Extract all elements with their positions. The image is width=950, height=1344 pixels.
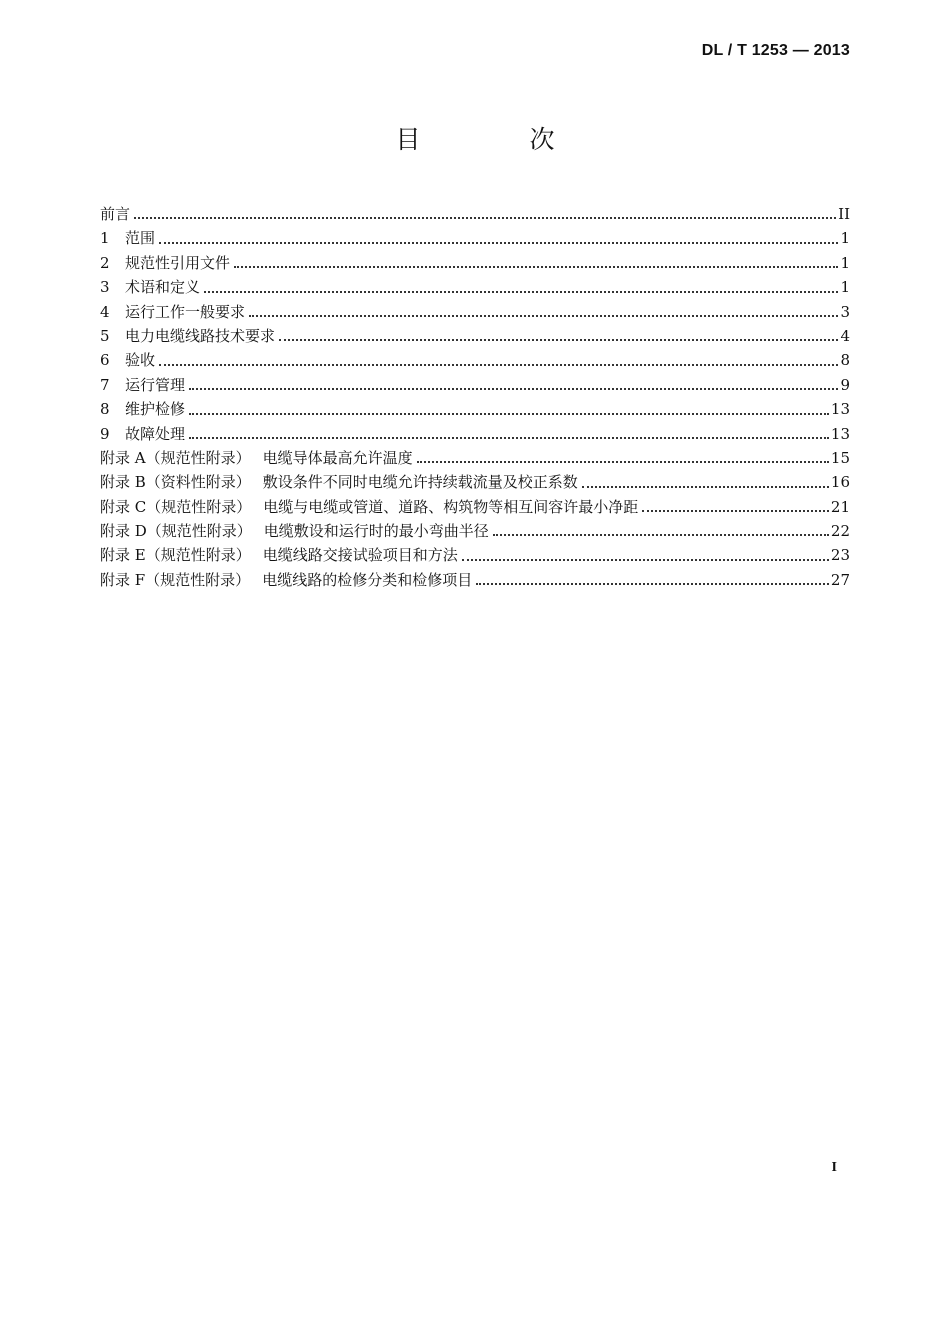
toc-entry-number: 9	[100, 424, 110, 443]
toc-dot-leader	[493, 533, 829, 536]
toc-dot-leader	[279, 338, 838, 341]
toc-entry-page: 9	[840, 375, 850, 394]
toc-entry-page: 13	[830, 424, 850, 443]
toc-entry-number: 6	[100, 351, 110, 370]
toc-entry[interactable]	[100, 519, 850, 543]
toc-entry-label: 运行工作一般要求	[125, 302, 246, 321]
toc-entry-subtitle: 敷设条件不同时电缆允许持续载流量及校正系数	[262, 473, 578, 492]
toc-entry-number: 7	[100, 375, 110, 394]
toc-dot-leader	[204, 290, 838, 293]
toc-dot-leader	[249, 314, 838, 317]
standard-code: DL / T 1253 — 2013	[701, 42, 850, 59]
toc-dot-leader	[582, 485, 829, 488]
toc-entry[interactable]	[100, 251, 850, 275]
toc-entry-label: 电力电缆线路技术要求	[125, 326, 276, 345]
toc-entry-number: 8	[100, 400, 110, 419]
toc-entry[interactable]	[100, 446, 850, 470]
toc-entry-page: 16	[830, 473, 850, 492]
toc-entry[interactable]	[100, 226, 850, 250]
toc-dot-leader	[417, 460, 829, 463]
toc-entry-page: 23	[830, 546, 850, 565]
page-number: I	[831, 1160, 837, 1175]
toc-entry[interactable]	[100, 543, 850, 567]
toc-entry-subtitle: 电缆线路的检修分类和检修项目	[262, 570, 473, 589]
toc-entry-label: 附录 C（规范性附录）	[100, 497, 252, 516]
toc-entry-number: 2	[100, 253, 110, 272]
toc-entry-number: 3	[100, 278, 110, 297]
toc-entry-label: 故障处理	[125, 424, 186, 443]
toc-dot-leader	[189, 387, 838, 390]
toc-entry[interactable]	[100, 397, 850, 421]
toc-entry-label: 验收	[125, 351, 156, 370]
toc-entry-page: 1	[840, 278, 850, 297]
toc-dot-leader	[462, 558, 829, 561]
toc-entry-page: 13	[830, 400, 850, 419]
toc-entry-label: 附录 E（规范性附录）	[100, 546, 251, 565]
toc-entry-label: 术语和定义	[125, 278, 201, 297]
toc-entry-label: 范围	[125, 229, 156, 248]
toc-entry-label: 附录 A（规范性附录）	[100, 448, 251, 467]
toc-entry-page: 1	[840, 253, 850, 272]
toc-entry[interactable]	[100, 373, 850, 397]
toc-entry-number: 4	[100, 302, 110, 321]
toc-entry[interactable]	[100, 422, 850, 446]
toc-entry-label: 前言	[100, 204, 131, 223]
toc-entry-label: 运行管理	[125, 375, 186, 394]
toc-entry[interactable]	[100, 348, 850, 372]
toc-dot-leader	[159, 363, 838, 366]
toc-entry[interactable]	[100, 202, 850, 226]
toc-dot-leader	[642, 509, 829, 512]
toc-entry[interactable]	[100, 324, 850, 348]
toc-dot-leader	[476, 582, 829, 585]
toc-dot-leader	[159, 241, 838, 244]
toc-entry-page: 1	[840, 229, 850, 248]
toc-entry-label: 附录 F（规范性附录）	[100, 570, 251, 589]
toc-entry-label: 维护检修	[125, 400, 186, 419]
toc-dot-leader	[134, 216, 836, 219]
toc-entry-page: 4	[840, 326, 850, 345]
toc-entry-page: 21	[830, 497, 850, 516]
toc-entry-subtitle: 电缆与电缆或管道、道路、构筑物等相互间容许最小净距	[263, 497, 639, 516]
toc-entry-page: II	[838, 204, 850, 223]
page-title: 目 次	[395, 125, 597, 154]
toc-entry-label: 附录 D（规范性附录）	[100, 522, 252, 541]
toc-entry[interactable]	[100, 275, 850, 299]
toc-entry-number: 5	[100, 326, 110, 345]
toc-entry-page: 22	[830, 522, 850, 541]
toc-dot-leader	[234, 265, 838, 268]
toc-entry-page: 3	[840, 302, 850, 321]
toc-entry-page: 27	[830, 570, 850, 589]
toc-entry-page: 8	[840, 351, 850, 370]
toc-entry[interactable]	[100, 568, 850, 592]
toc-entry-label: 附录 B（资料性附录）	[100, 473, 251, 492]
toc-entry[interactable]	[100, 495, 850, 519]
table-of-contents	[100, 202, 850, 592]
toc-entry-label: 规范性引用文件	[125, 253, 231, 272]
toc-entry-subtitle: 电缆线路交接试验项目和方法	[262, 546, 458, 565]
toc-entry[interactable]	[100, 470, 850, 494]
toc-entry-page: 15	[830, 448, 850, 467]
toc-dot-leader	[189, 412, 829, 415]
toc-entry-subtitle: 电缆敷设和运行时的最小弯曲半径	[263, 522, 489, 541]
toc-dot-leader	[189, 436, 829, 439]
toc-entry-number: 1	[100, 229, 110, 248]
toc-entry[interactable]	[100, 300, 850, 324]
toc-entry-subtitle: 电缆导体最高允许温度	[262, 448, 413, 467]
